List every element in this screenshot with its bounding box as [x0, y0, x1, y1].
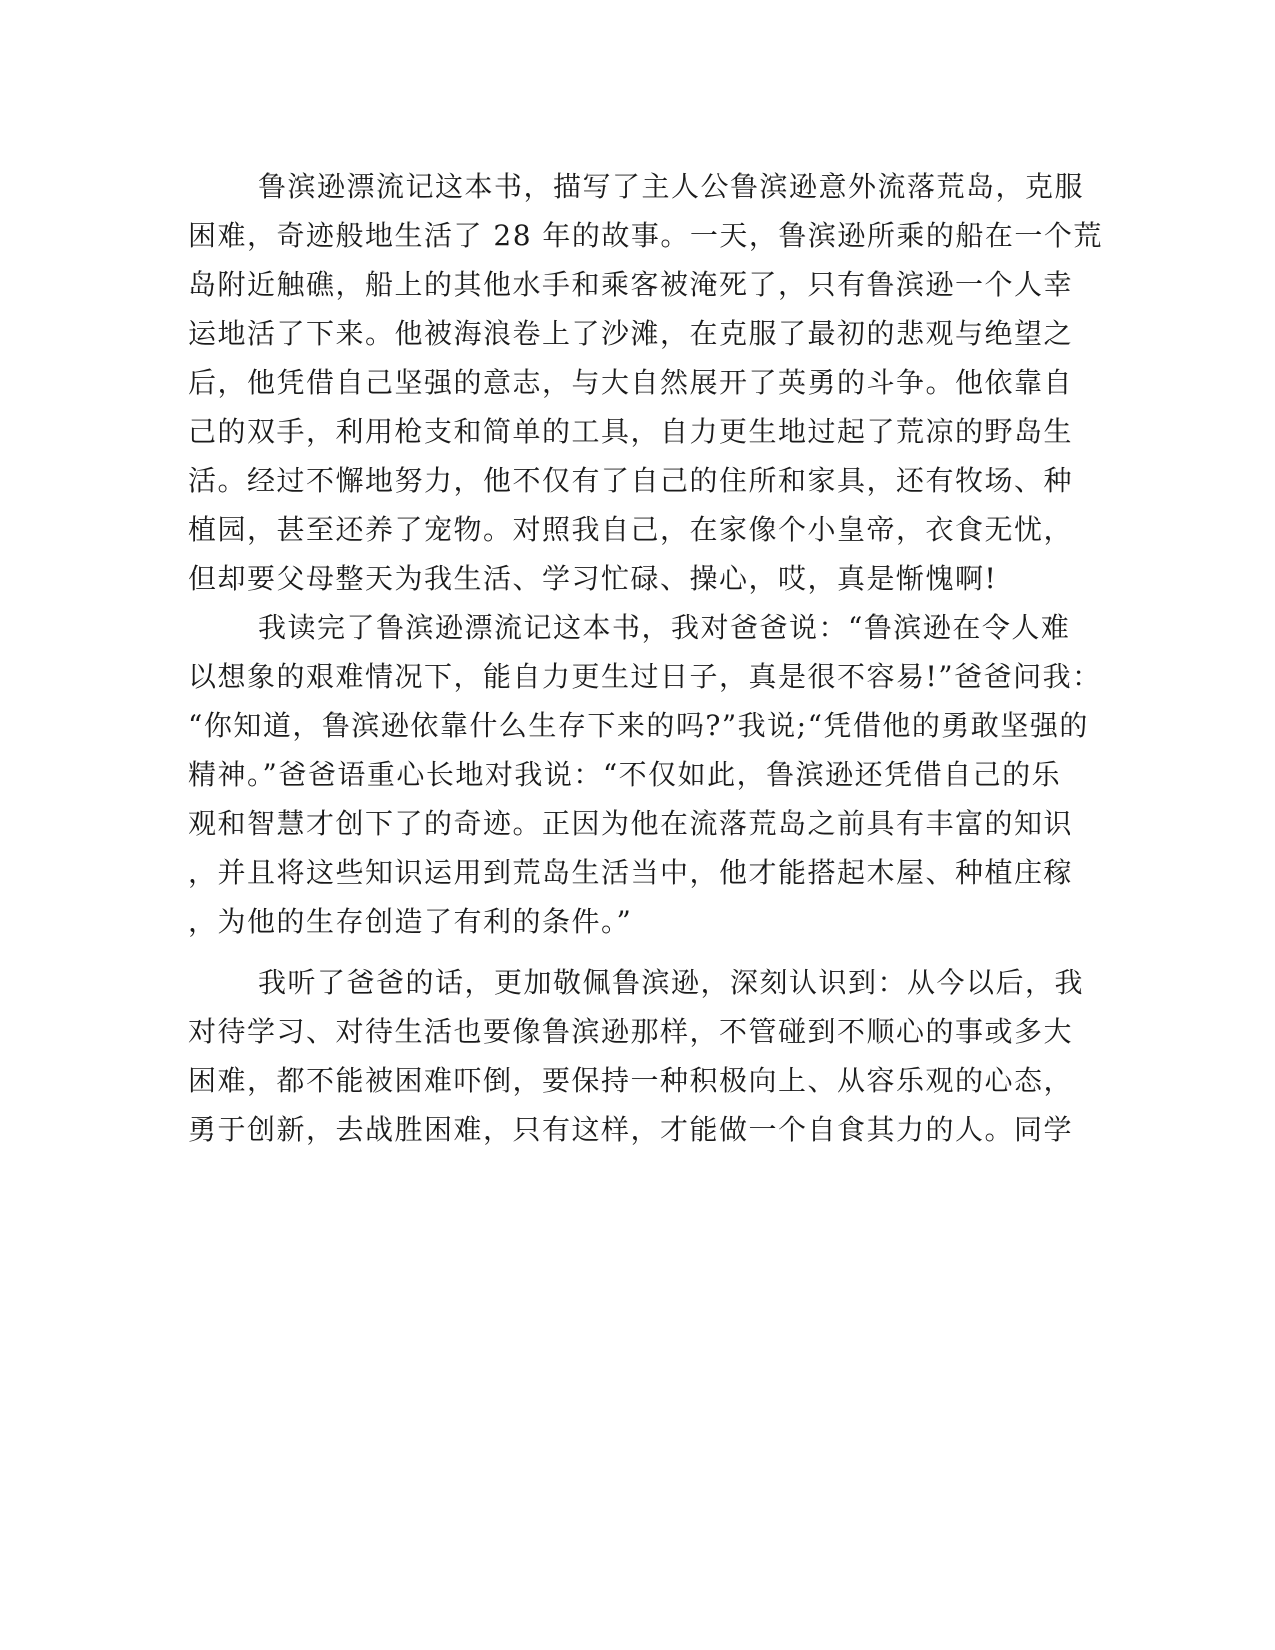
text-line: 运地活了下来。他被海浪卷上了沙滩，在克服了最初的悲观与绝望之 [188, 317, 1074, 350]
text-line: 以想象的艰难情况下，能自力更生过日子，真是很不容易!”爸爸问我： [188, 660, 1102, 693]
text-line: 我听了爸爸的话，更加敬佩鲁滨逊，深刻认识到：从今以后，我 [258, 966, 1085, 999]
document-body [188, 162, 1103, 1154]
text-line: 后，他凭借自己坚强的意志，与大自然展开了英勇的斗争。他依靠自 [188, 366, 1074, 399]
text-line: 岛附近触礁，船上的其他水手和乘客被淹死了，只有鲁滨逊一个人幸 [188, 268, 1074, 301]
text-line: 勇于创新，去战胜困难，只有这样，才能做一个自食其力的人。同学 [188, 1113, 1074, 1146]
paragraph-1 [188, 162, 1103, 603]
text-line: 我读完了鲁滨逊漂流记这本书，我对爸爸说：“鲁滨逊在令人难 [258, 611, 1071, 644]
text-line: 困难，奇迹般地生活了 28 年的故事。一天，鲁滨逊所乘的船在一个荒 [188, 219, 1103, 252]
paragraph-2 [188, 603, 1102, 946]
text-line: 但却要父母整天为我生活、学习忙碌、操心，哎，真是惭愧啊! [188, 562, 998, 595]
text-line: ，为他的生存创造了有利的条件。” [188, 905, 633, 938]
text-line: 鲁滨逊漂流记这本书，描写了主人公鲁滨逊意外流落荒岛，克服 [258, 170, 1085, 203]
paragraph-spacer [188, 946, 1068, 958]
text-line: 活。经过不懈地努力，他不仅有了自己的住所和家具，还有牧场、种 [188, 464, 1074, 497]
text-line: 精神。”爸爸语重心长地对我说：“不仅如此，鲁滨逊还凭借自己的乐 [188, 758, 1062, 791]
text-line: ，并且将这些知识运用到荒岛生活当中，他才能搭起木屋、种植庄稼 [188, 856, 1074, 889]
paragraph-3 [188, 958, 1085, 1154]
text-line: 植园，甚至还养了宠物。对照我自己，在家像个小皇帝，衣食无忧， [188, 513, 1074, 546]
text-line: “你知道，鲁滨逊依靠什么生存下来的吗?”我说;“凭借他的勇敢坚强的 [188, 709, 1089, 742]
text-line: 己的双手，利用枪支和简单的工具，自力更生地过起了荒凉的野岛生 [188, 415, 1074, 448]
text-line: 对待学习、对待生活也要像鲁滨逊那样，不管碰到不顺心的事或多大 [188, 1015, 1074, 1048]
text-line: 观和智慧才创下了的奇迹。正因为他在流落荒岛之前具有丰富的知识 [188, 807, 1074, 840]
text-line: 困难，都不能被困难吓倒，要保持一种积极向上、从容乐观的心态， [188, 1064, 1074, 1097]
